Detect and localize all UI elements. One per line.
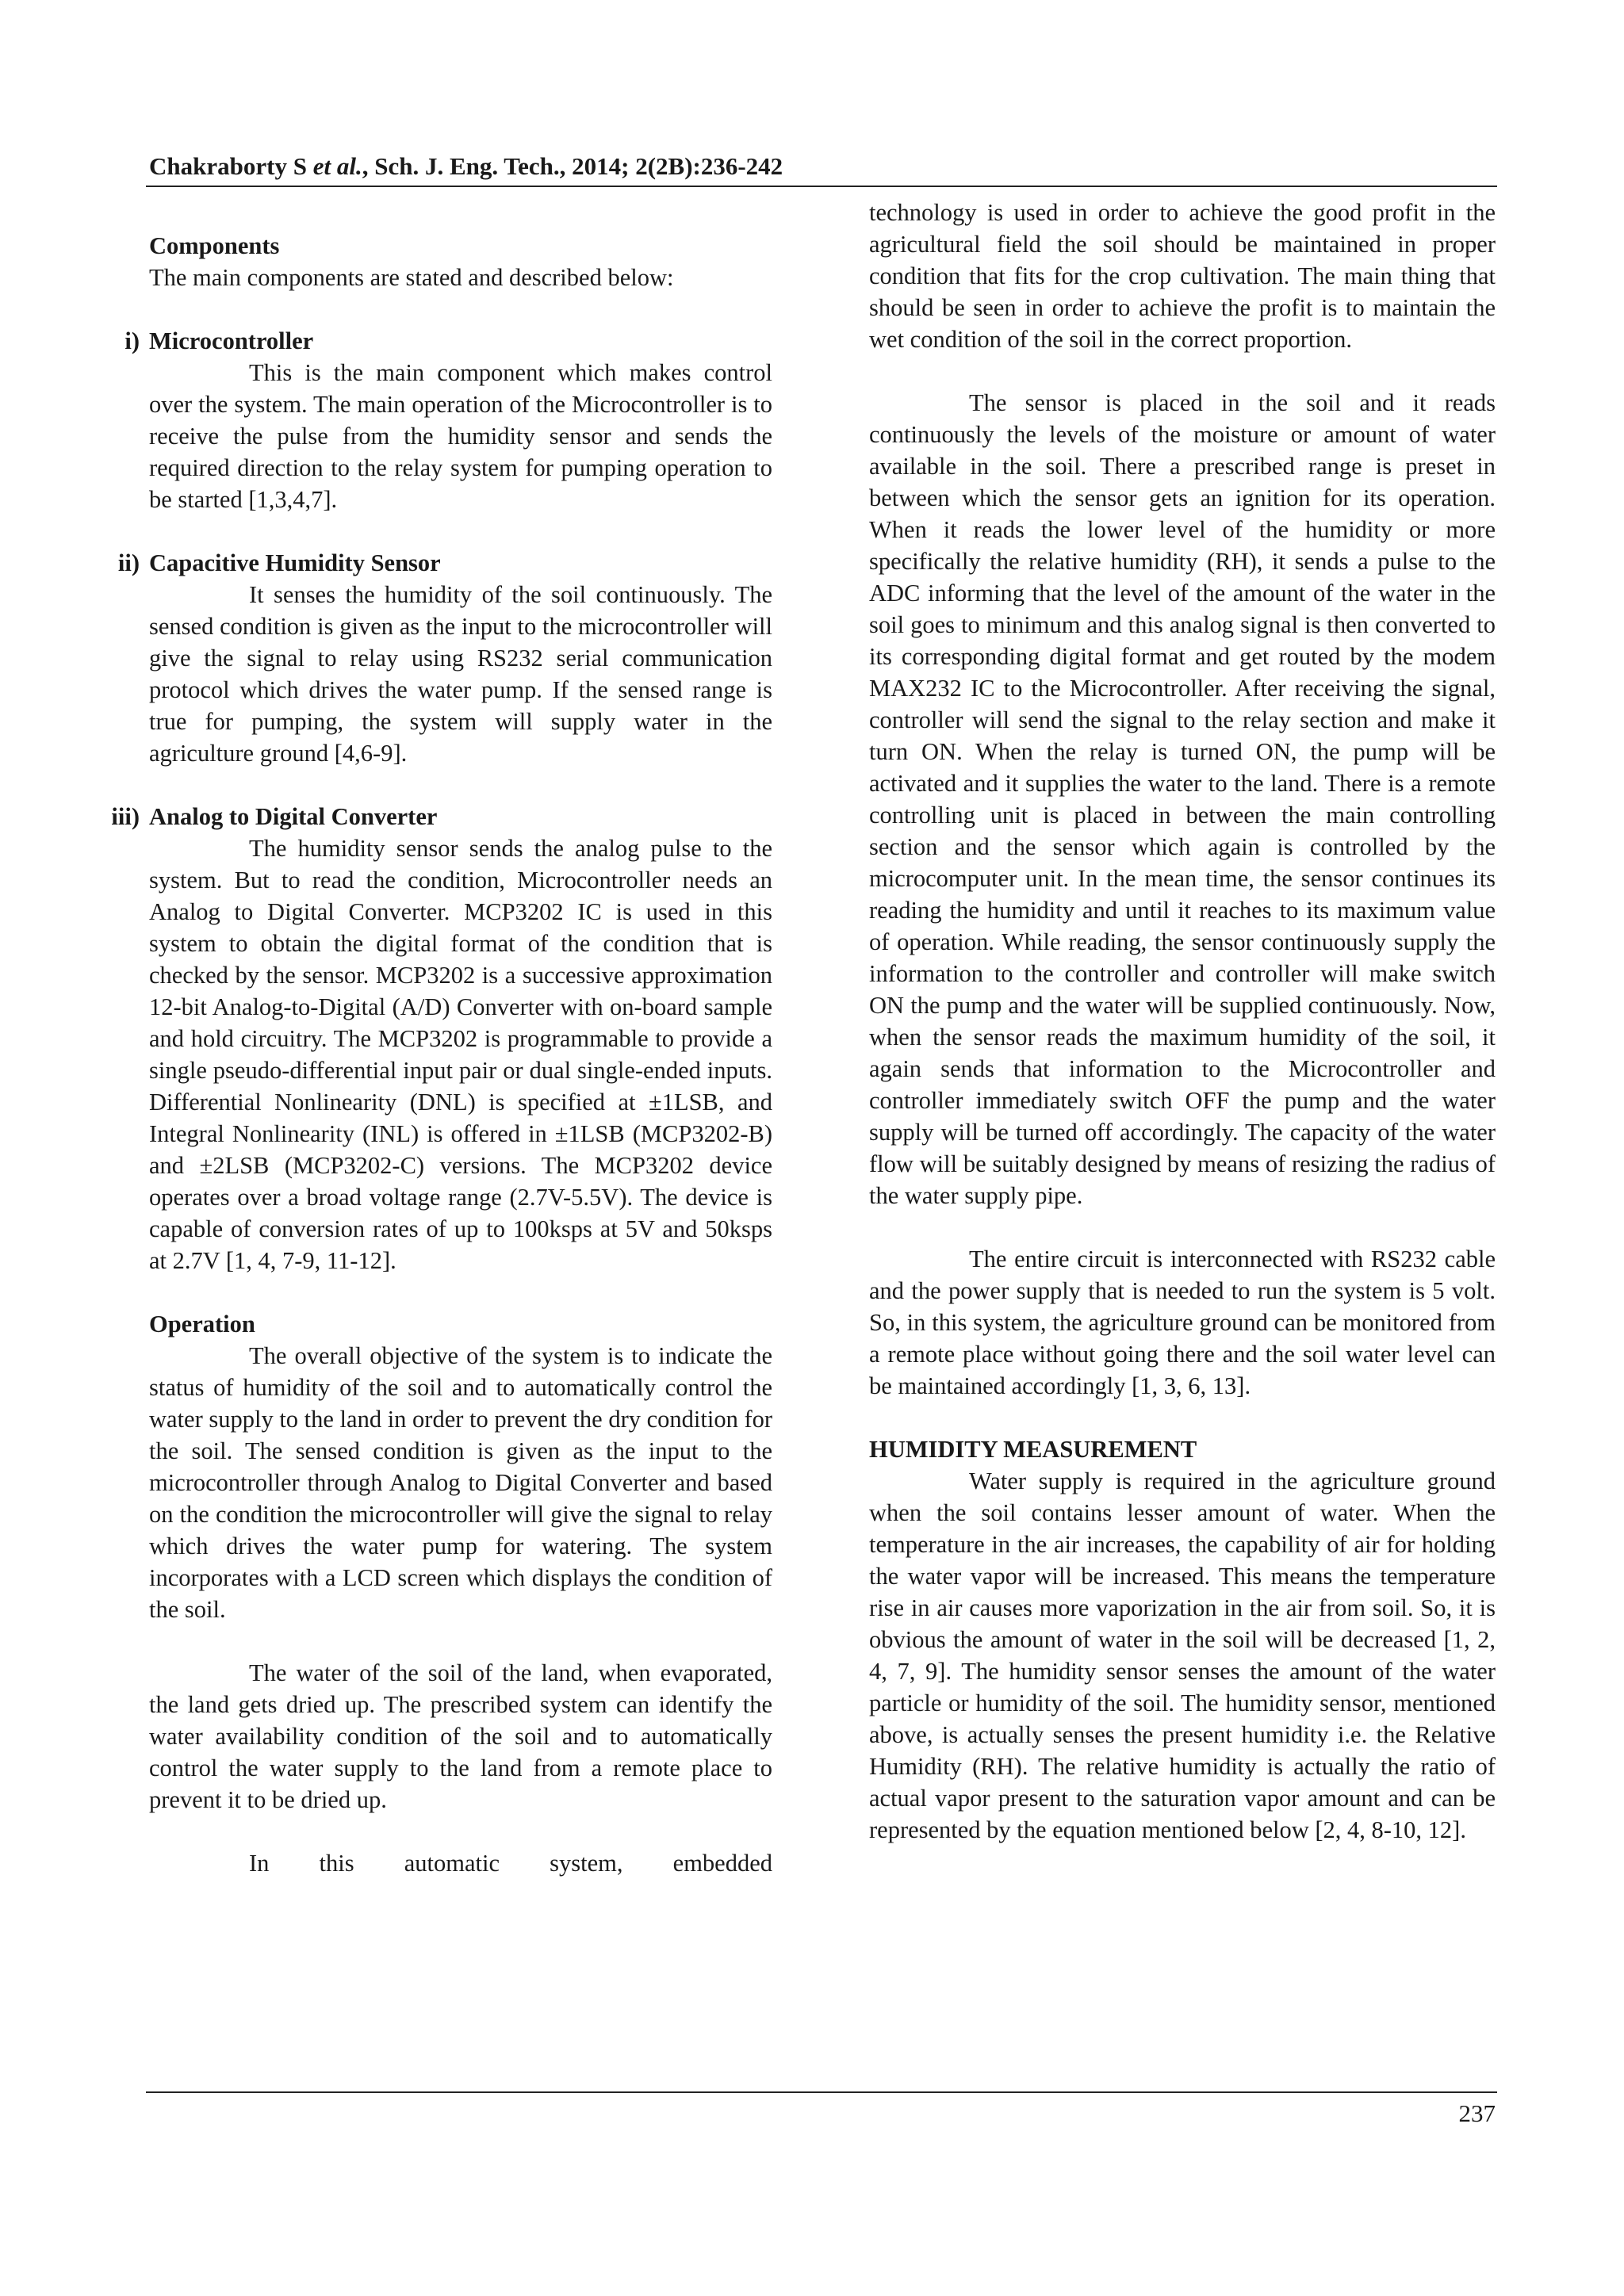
list-item-body: The humidity sensor sends the analog pulse to the system. But to read the condition, Microcontroller needs an Analog to Digital Converter. MCP3202 IC is used in this system to obtain the digital format of the condition that is checked by the sensor. MCP3202 is a successive approximation 12-bit Analog-to-Digital (A/D) Converter with on-board sample and hold circuitry. The MCP3202 is programmable to provide a single pseudo-differential input pair or dual single-ended inputs. Differential Nonlinearity (DNL) is specified at ±1LSB, and Integral Nonlinearity (INL) is offered in ±1LSB (MCP3202-B) and ±2LSB (MCP3202-C) versions. The MCP3202 device operates over a broad voltage range (2.7V-5.5V). The device is capable of conversion rates of up to 100ksps at 5V and 50ksps at 2.7V [1, 4, 7-9, 11-12]. <box>149 835 772 1274</box>
operation-paragraph-1: The overall objective of the system is to indicate the status of humidity of the soil and to automatically control the water supply to the land in order to prevent the dry condition for the soil. The sensed condition is given as the input to the microcontroller through Analog to Digital Converter and based on the condition the microcontroller will give the signal to relay which drives the water pump for watering. The system incorporates with a LCD screen which displays the condition of the soil. <box>149 1342 773 1623</box>
list-item-humidity-sensor <box>117 547 772 769</box>
list-item-number: i) <box>124 327 140 354</box>
header-citation: , Sch. J. Eng. Tech., 2014; 2(2B):236-242 <box>362 152 783 180</box>
header-rule <box>146 186 1497 187</box>
operation-heading: Operation <box>149 1311 255 1337</box>
footer-rule <box>146 2091 1497 2093</box>
list-item-body: It senses the humidity of the soil continuously. The sensed condition is given as the input to the microcontroller will give the signal to relay using RS232 serial communication protocol which drives the water pump. If the sensed range is true for pumping, the system will supply water in the agriculture ground [4,6-9]. <box>149 581 772 767</box>
list-item-microcontroller <box>124 325 772 515</box>
components-heading: Components <box>149 232 280 259</box>
header-etal: et al. <box>312 152 362 180</box>
list-item-number: ii) <box>117 549 140 576</box>
operation-paragraph-2: The water of the soil of the land, when evaporated, the land gets dried up. The prescribed system can identify the water availability condition of the soil and to automatically control the water supply to the land from a remote place to prevent it to be dried up. <box>149 1659 772 1813</box>
operation-paragraph-3-continued: technology is used in order to achieve the good profit in the agricultural field the soil should be maintained in proper condition that fits for the crop cultivation. The main thing that should be seen in order to achieve the profit is to maintain the wet condition of the soil in the correct proportion. <box>869 199 1496 353</box>
running-header <box>149 151 1497 182</box>
list-item-body: This is the main component which makes control over the system. The main operation of the Microcontroller is to receive the pulse from the humidity sensor and sends the required direction to the relay system for pumping operation to be started [1,3,4,7]. <box>149 359 772 513</box>
left-column <box>111 230 773 1879</box>
list-item-adc <box>111 801 772 1276</box>
circuit-paragraph: The entire circuit is interconnected with RS232 cable and the power supply that is needed to run the system is 5 volt. So, in this system, the agriculture ground can be monitored from a remote place without going there and the soil water level can be maintained accordingly [1, 3, 6, 13]. <box>869 1246 1496 1399</box>
list-item-number: iii) <box>111 803 140 830</box>
header-author: Chakraborty S <box>149 152 313 180</box>
humidity-measurement-paragraph: Water supply is required in the agriculture ground when the soil contains lesser amount of water. When the temperature in the air increases, the capability of air for holding the water vapor will be increased. This means the temperature rise in air causes more vaporization in the air from soil. So, it is obvious the amount of water in the soil will be decreased [1, 2, 4, 7, 9]. The humidity sensor senses the amount of the water particle or humidity of the soil. The humidity sensor, mentioned above, is actually senses the present humidity i.e. the Relative Humidity (RH). The relative humidity is actually the ratio of actual vapor present to the saturation vapor amount and can be represented by the equation mentioned below [2, 4, 8-10, 12]. <box>869 1468 1496 1843</box>
humidity-measurement-heading: HUMIDITY MEASUREMENT <box>869 1436 1197 1463</box>
operation-paragraph-3-start: In this automatic system, embedded <box>249 1850 772 1877</box>
list-item-title: Analog to Digital Converter <box>149 803 438 830</box>
right-column <box>869 197 1496 1846</box>
page-number: 237 <box>1458 2099 1496 2127</box>
list-item-title: Capacitive Humidity Sensor <box>149 549 441 576</box>
list-item-title: Microcontroller <box>149 327 314 354</box>
sensor-paragraph: The sensor is placed in the soil and it reads continuously the levels of the moisture or amount of water available in the soil. There a prescribed range is preset in between which the sensor gets an ignition for its operation. When it reads the lower level of the humidity or more specifically the relative humidity (RH), it sends a pulse to the ADC informing that the level of the amount of the water in the soil goes to minimum and this analog signal is then converted to its corresponding digital format and get routed by the modem MAX232 IC to the Microcontroller. After receiving the signal, controller will send the signal to the relay section and make it turn ON. When the relay is turned ON, the pump will be activated and it supplies the water to the land. There is a remote controlling unit is placed in between the main controlling section and the sensor which again is controlled by the microcomputer unit. In the mean time, the sensor continues its reading the humidity and until it reaches to its maximum value of operation. While reading, the sensor continuously supply the information to the controller and controller will make switch ON the pump and the water will be supplied continuously. Now, when the sensor reads the maximum humidity of the soil, it again sends that information to the Microcontroller and controller immediately switch OFF the pump and the water supply will be turned off accordingly. The capacity of the water flow will be suitably designed by means of resizing the radius of the water supply pipe. <box>869 389 1496 1209</box>
components-intro: The main components are stated and described below: <box>149 264 674 291</box>
